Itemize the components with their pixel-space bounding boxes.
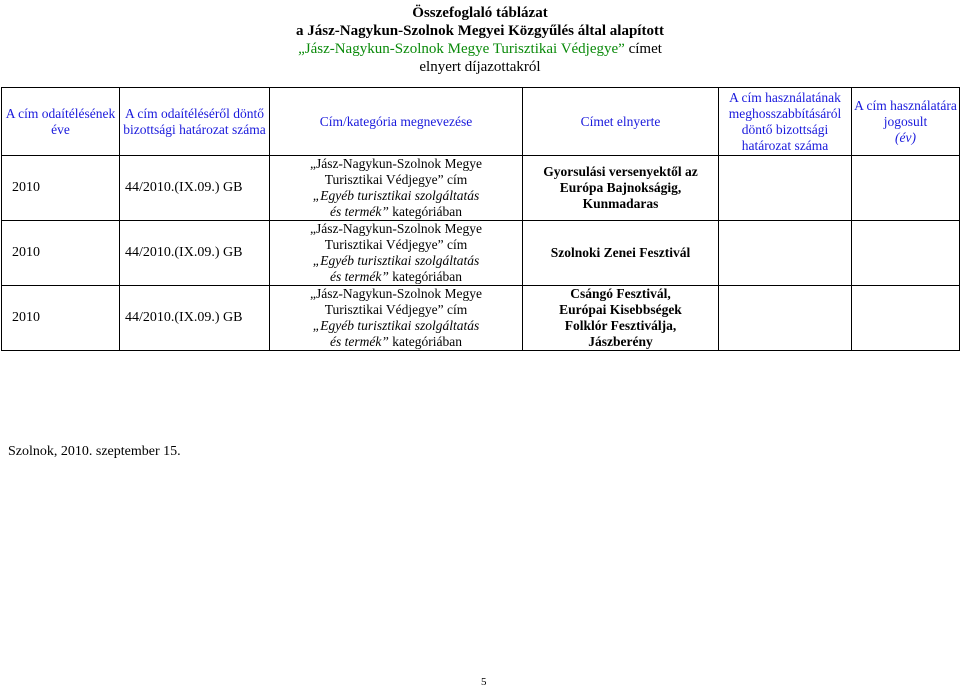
- title-trademark-name: „Jász-Nagykun-Szolnok Megye Turisztikai Védjegye”: [298, 41, 625, 57]
- category-line: Turisztikai Védjegye” cím: [324, 172, 468, 187]
- winner-line: Szolnoki Zenei Fesztivál: [550, 245, 691, 260]
- category-line: és termék”: [330, 204, 389, 219]
- valid-cell: [852, 156, 960, 221]
- winner-line: Kunmadaras: [582, 196, 659, 211]
- category-line: kategóriában: [388, 269, 462, 284]
- winner-cell: [523, 286, 719, 351]
- header-valid-years: [852, 88, 960, 156]
- title-line-3: [0, 40, 960, 58]
- extension-cell: [719, 221, 852, 286]
- header-extension-resolution: A cím használatának meghosszabbításáról döntő bizottsági határozat száma: [719, 88, 852, 156]
- header-valid-label: A cím használatára jogosult: [854, 97, 957, 129]
- winner-cell: [523, 156, 719, 221]
- header-valid-unit: (év): [895, 129, 916, 145]
- category-line: Turisztikai Védjegye” cím: [324, 237, 468, 252]
- header-resolution-number: A cím odaítéléséről döntő bizottsági határozat száma: [120, 88, 270, 156]
- document-date: Szolnok, 2010. szeptember 15.: [8, 444, 181, 459]
- year-cell: 2010: [2, 156, 120, 221]
- extension-cell: [719, 156, 852, 221]
- winner-line: Európa Bajnokságig,: [559, 180, 682, 195]
- document-title: [0, 4, 960, 76]
- extension-cell: [719, 286, 852, 351]
- category-line: kategóriában: [388, 334, 462, 349]
- header-category-name: Cím/kategória megnevezése: [270, 88, 523, 156]
- resolution-cell: 44/2010.(IX.09.) GB: [120, 286, 270, 351]
- resolution-cell: 44/2010.(IX.09.) GB: [120, 156, 270, 221]
- header-winner: Címet elnyerte: [523, 88, 719, 156]
- winner-line: Jászberény: [588, 334, 653, 349]
- header-award-year: A cím odaítélésének éve: [2, 88, 120, 156]
- category-line: „Jász-Nagykun-Szolnok Megye: [309, 221, 483, 236]
- table-row: [2, 156, 960, 221]
- category-line: „Jász-Nagykun-Szolnok Megye: [309, 156, 483, 171]
- category-cell: [270, 286, 523, 351]
- winner-line: Európai Kisebbségek: [559, 302, 682, 317]
- category-line: „Egyéb turisztikai szolgáltatás: [312, 188, 480, 203]
- valid-cell: [852, 221, 960, 286]
- winner-line: Csángó Fesztivál,: [570, 286, 671, 301]
- category-cell: [270, 156, 523, 221]
- category-line: „Egyéb turisztikai szolgáltatás: [312, 253, 480, 268]
- title-line-3-suffix: címet: [624, 41, 662, 57]
- title-line-4: elnyert díjazottakról: [419, 59, 541, 75]
- category-line: „Egyéb turisztikai szolgáltatás: [312, 318, 480, 333]
- table-header-row: [2, 88, 960, 156]
- table-row: [2, 286, 960, 351]
- winner-line: Folklór Fesztiválja,: [564, 318, 677, 333]
- page-number: 5: [481, 676, 487, 688]
- category-line: kategóriában: [388, 204, 462, 219]
- title-line-2: a Jász-Nagykun-Szolnok Megyei Közgyűlés által alapított: [296, 23, 664, 39]
- table-row: [2, 221, 960, 286]
- winner-line: Gyorsulási versenyektől az: [543, 164, 698, 179]
- year-cell: 2010: [2, 286, 120, 351]
- awards-table: [1, 87, 960, 351]
- winner-cell: [523, 221, 719, 286]
- resolution-cell: 44/2010.(IX.09.) GB: [120, 221, 270, 286]
- category-line: Turisztikai Védjegye” cím: [324, 302, 468, 317]
- category-line: és termék”: [330, 334, 389, 349]
- category-line: és termék”: [330, 269, 389, 284]
- valid-cell: [852, 286, 960, 351]
- year-cell: 2010: [2, 221, 120, 286]
- category-line: „Jász-Nagykun-Szolnok Megye: [309, 286, 483, 301]
- category-cell: [270, 221, 523, 286]
- title-line-1: Összefoglaló táblázat: [412, 5, 548, 21]
